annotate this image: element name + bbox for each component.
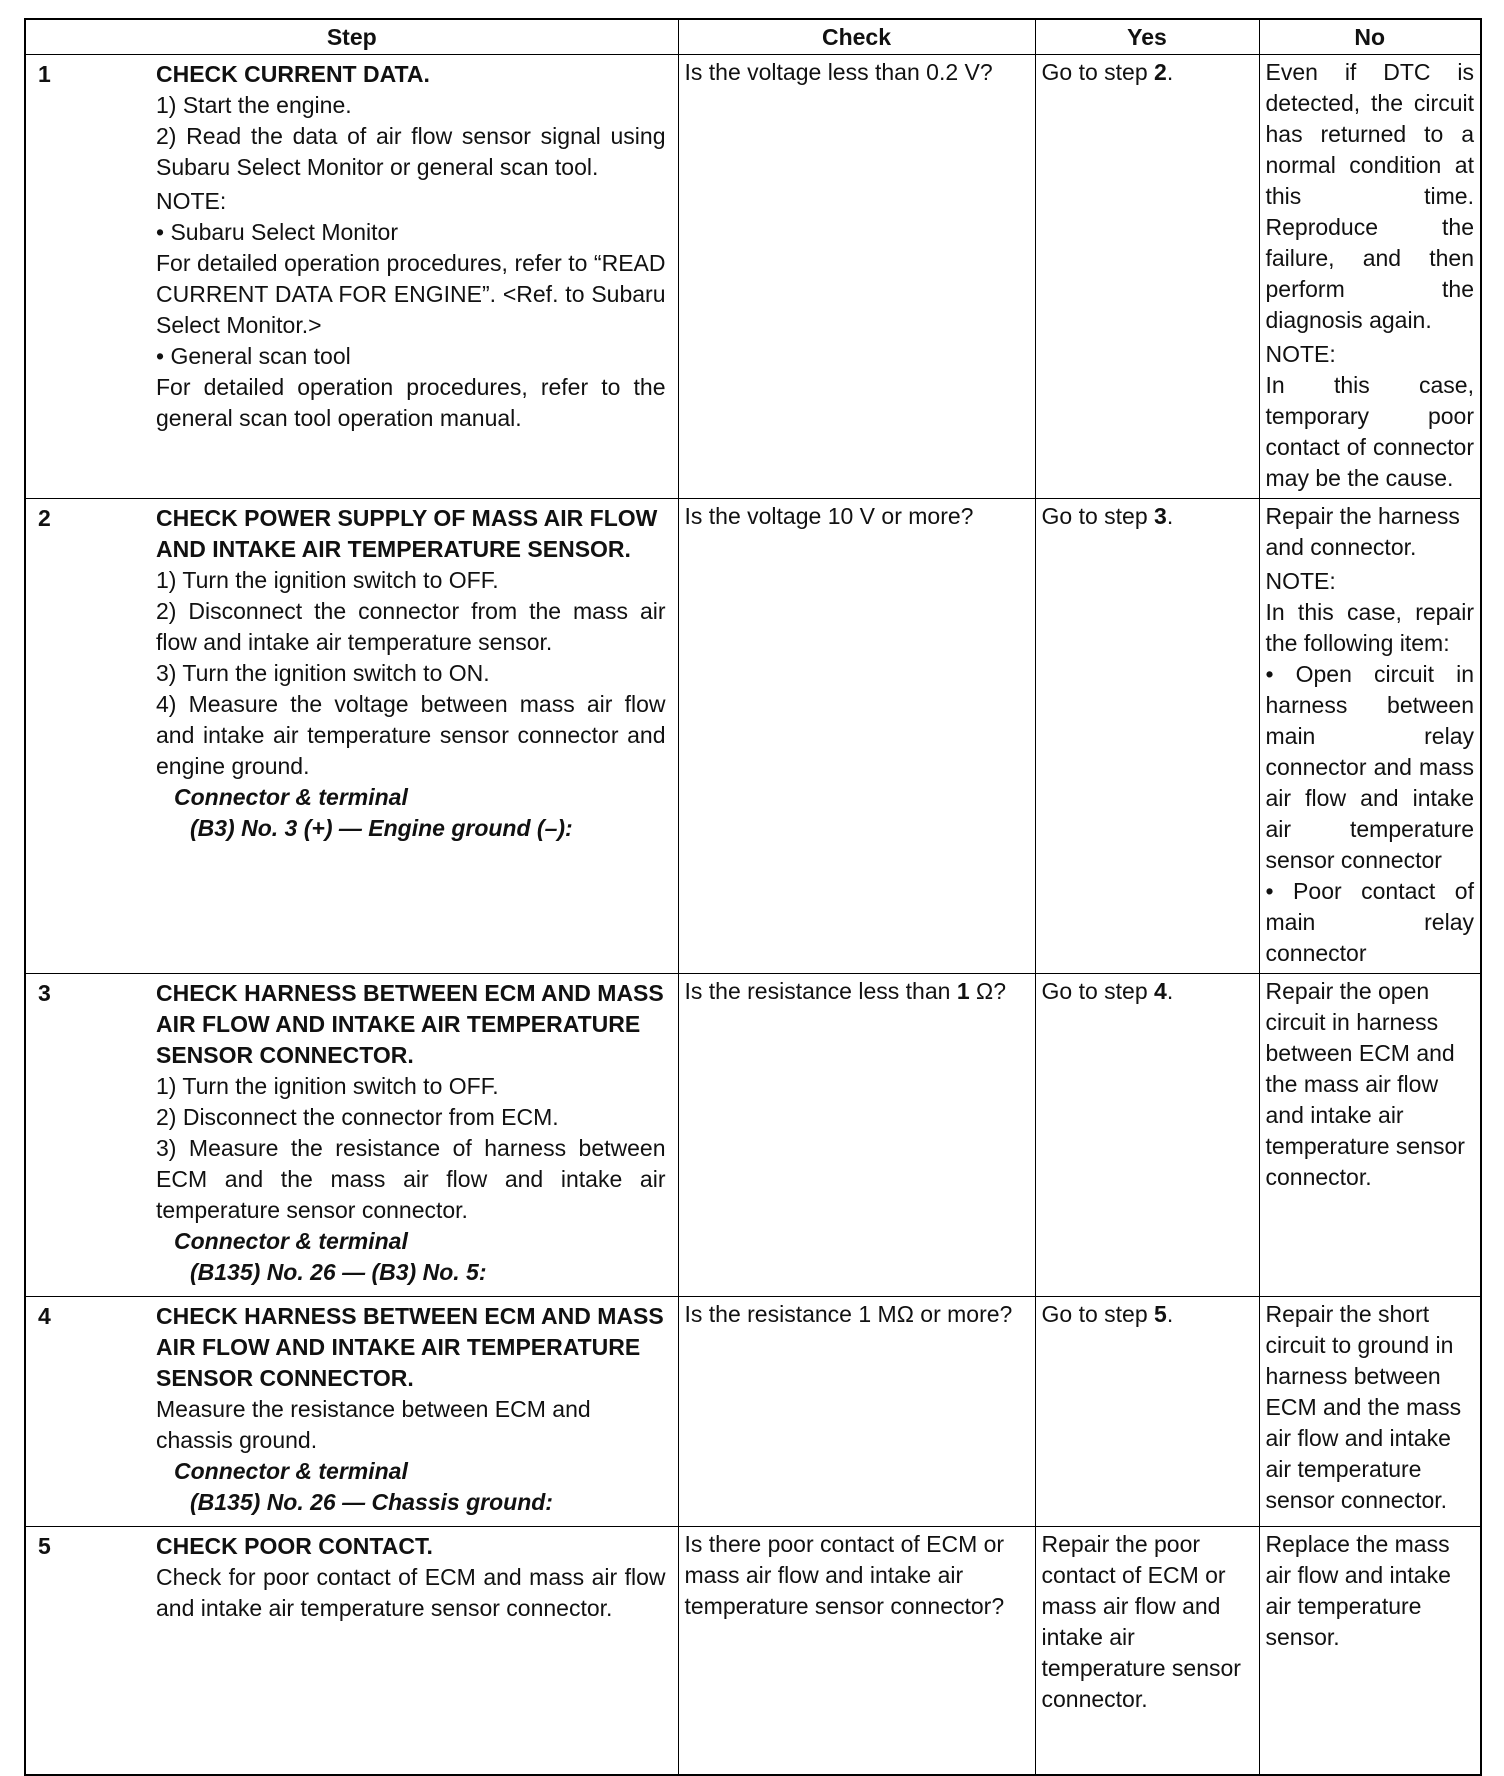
connector-terminal-label: Connector & terminal — [174, 1458, 408, 1484]
step-body — [156, 1529, 672, 1628]
diagnostic-procedure-sheet — [24, 18, 1480, 1776]
connector-terminal-value: (B135) No. 26 — (B3) No. 5: — [190, 1259, 487, 1285]
step-cell — [25, 1297, 678, 1527]
step-title: CHECK POWER SUPPLY OF MASS AIR FLOW AND INTAKE AIR TEMPERATURE SENSOR. — [156, 505, 658, 562]
step-number: 2 — [38, 505, 51, 531]
step-line: 4) Measure the voltage between mass air flow and intake air temperature sensor connector and engine ground. — [156, 691, 666, 779]
no-cell — [1259, 499, 1481, 974]
note-label: NOTE: — [156, 188, 227, 214]
check-text-suffix: Ω? — [969, 978, 1006, 1004]
yes-text: Go to step — [1041, 1301, 1155, 1327]
connector-terminal-label: Connector & terminal — [174, 1228, 408, 1254]
step-line: 2) Disconnect the connector from ECM. — [156, 1104, 559, 1130]
yes-cell — [1035, 499, 1259, 974]
no-line: Repair the harness and connector. — [1265, 503, 1460, 560]
step-title: CHECK HARNESS BETWEEN ECM AND MASS AIR FLOW AND INTAKE AIR TEMPERATURE SENSOR CONNECTOR. — [156, 980, 664, 1068]
no-line: Even if DTC is detected, the circuit has returned to a normal condition at this time. Reproduce the failure, and then perform the diagnosis again. — [1265, 59, 1474, 333]
no-line: In this case, repair the following item: — [1265, 599, 1474, 656]
header-no: No — [1259, 19, 1481, 55]
step-line: 2) Read the data of air flow sensor signal using Subaru Select Monitor or general scan tool. — [156, 123, 666, 180]
no-cell — [1259, 974, 1481, 1297]
note-label: NOTE: — [1265, 341, 1336, 367]
check-cell: Is the voltage 10 V or more? — [678, 499, 1035, 974]
step-body — [156, 976, 672, 1292]
step-title: CHECK CURRENT DATA. — [156, 61, 430, 87]
no-cell — [1259, 1527, 1481, 1775]
no-line: In this case, temporary poor contact of connector may be the cause. — [1265, 372, 1474, 491]
step-line: For detailed operation procedures, refer to “READ CURRENT DATA FOR ENGINE”. <Ref. to Subaru Select Monitor.> — [156, 250, 666, 338]
no-cell — [1259, 1297, 1481, 1527]
step-line: 3) Turn the ignition switch to ON. — [156, 660, 490, 686]
yes-cell — [1035, 55, 1259, 499]
yes-step-number: 5 — [1154, 1301, 1167, 1327]
table-row — [25, 55, 1481, 499]
header-step: Step — [25, 19, 678, 55]
header-check: Check — [678, 19, 1035, 55]
step-body — [156, 501, 672, 848]
connector-terminal-label: Connector & terminal — [174, 784, 408, 810]
yes-step-number: 3 — [1154, 503, 1167, 529]
step-body — [156, 57, 672, 438]
diagnostic-table — [24, 18, 1482, 1776]
step-number: 3 — [38, 980, 51, 1006]
yes-cell: Repair the poor contact of ECM or mass air flow and intake air temperature sensor connector. — [1035, 1527, 1259, 1775]
no-cell — [1259, 55, 1481, 499]
yes-text-suffix: . — [1166, 503, 1174, 529]
yes-text-suffix: . — [1166, 59, 1174, 85]
step-number: 4 — [38, 1303, 51, 1329]
step-line: • Subaru Select Monitor — [156, 219, 399, 245]
connector-terminal-value: (B135) No. 26 — Chassis ground: — [190, 1489, 553, 1515]
header-row — [25, 19, 1481, 55]
check-cell: Is there poor contact of ECM or mass air flow and intake air temperature sensor connector? — [678, 1527, 1035, 1775]
no-line: Replace the mass air flow and intake air temperature sensor. — [1265, 1531, 1451, 1650]
step-line: For detailed operation procedures, refer to the general scan tool operation manual. — [156, 374, 666, 431]
step-title: CHECK HARNESS BETWEEN ECM AND MASS AIR FLOW AND INTAKE AIR TEMPERATURE SENSOR CONNECTOR. — [156, 1303, 664, 1391]
yes-text: Go to step — [1041, 59, 1155, 85]
connector-terminal-value: (B3) No. 3 (+) — Engine ground (–): — [190, 815, 573, 841]
check-value: 1 — [956, 978, 970, 1004]
step-line: 3) Measure the resistance of harness between ECM and the mass air flow and intake air temperature sensor connector. — [156, 1135, 666, 1223]
yes-cell — [1035, 974, 1259, 1297]
step-line: 1) Start the engine. — [156, 92, 352, 118]
step-line: • General scan tool — [156, 343, 351, 369]
yes-text-suffix: . — [1166, 1301, 1174, 1327]
yes-cell — [1035, 1297, 1259, 1527]
step-cell — [25, 1527, 678, 1775]
step-number: 5 — [38, 1533, 51, 1559]
no-line: • Open circuit in harness between main relay connector and mass air flow and intake air temperature sensor connector — [1265, 661, 1474, 873]
yes-step-number: 4 — [1154, 978, 1167, 1004]
step-cell — [25, 55, 678, 499]
check-cell: Is the voltage less than 0.2 V? — [678, 55, 1035, 499]
step-line: Measure the resistance between ECM and chassis ground. — [156, 1396, 591, 1453]
yes-text-suffix: . — [1166, 978, 1174, 1004]
step-body — [156, 1299, 672, 1522]
check-cell — [678, 974, 1035, 1297]
note-label: NOTE: — [1265, 568, 1336, 594]
check-text: Is the resistance less than — [684, 978, 957, 1004]
check-cell: Is the resistance 1 MΩ or more? — [678, 1297, 1035, 1527]
step-title: CHECK POOR CONTACT. — [156, 1533, 433, 1559]
no-line: Repair the open circuit in harness between ECM and the mass air flow and intake air temperature sensor connector. — [1265, 978, 1465, 1190]
step-line: 1) Turn the ignition switch to OFF. — [156, 567, 499, 593]
step-line: Check for poor contact of ECM and mass air flow and intake air temperature sensor connector. — [156, 1564, 666, 1621]
yes-text: Go to step — [1041, 503, 1155, 529]
table-row — [25, 974, 1481, 1297]
step-number: 1 — [38, 61, 51, 87]
table-row — [25, 1527, 1481, 1775]
step-cell — [25, 974, 678, 1297]
no-line: Repair the short circuit to ground in harness between ECM and the mass air flow and intake air temperature sensor connector. — [1265, 1301, 1462, 1513]
step-cell — [25, 499, 678, 974]
step-line: 2) Disconnect the connector from the mass air flow and intake air temperature sensor. — [156, 598, 666, 655]
yes-text: Go to step — [1041, 978, 1155, 1004]
table-row — [25, 499, 1481, 974]
table-row — [25, 1297, 1481, 1527]
header-yes: Yes — [1035, 19, 1259, 55]
yes-step-number: 2 — [1154, 59, 1167, 85]
step-line: 1) Turn the ignition switch to OFF. — [156, 1073, 499, 1099]
no-line: • Poor contact of main relay connector — [1265, 878, 1474, 966]
